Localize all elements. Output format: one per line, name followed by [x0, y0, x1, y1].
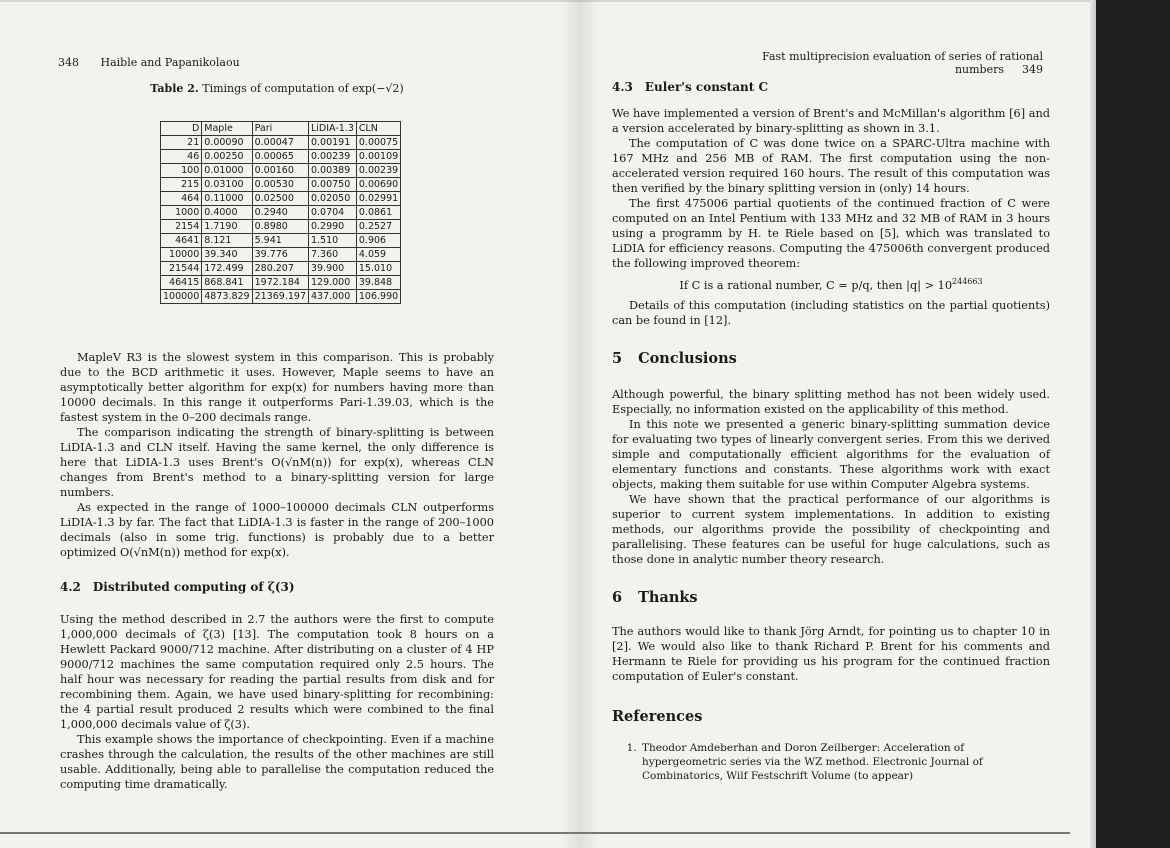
paragraph-performance: We have shown that the practical performance of our algorithms is superior to current system implementations. In addition to existing methods, our algorithms provide the possibility of checkpointing and parallelising. These features can be useful for huge calculations, such as those done in analytic number theory research.: [612, 492, 1050, 566]
table-cell-time: 0.0861: [356, 206, 400, 220]
table-cell-time: 106.990: [356, 290, 400, 304]
paragraph-comparison: The comparison indicating the strength of binary-splitting is between LiDIA-1.3 and CLN itself. Having the same kernel, the only difference is here that LiDIA-1.3 uses Brent's O(√nM(n)) for exp(x), whereas CLN changes from Brent's method to a binary-splitting version for large numbers.: [60, 426, 494, 499]
table-cell-digits: 215: [161, 178, 202, 192]
table-row: [161, 164, 401, 178]
left-page-number: 348: [58, 56, 79, 69]
table-cell-time: 0.2527: [356, 220, 400, 234]
table-cell-time: 437.000: [308, 290, 356, 304]
section-number: 5: [612, 349, 623, 367]
table-row: [161, 150, 401, 164]
table-cell-time: 4.059: [356, 248, 400, 262]
table-caption: [60, 82, 494, 95]
table-cell-time: 5.941: [252, 234, 308, 248]
table-cell-time: 0.2940: [252, 206, 308, 220]
table-cell-digits: 21544: [161, 262, 202, 276]
scan-background: [1096, 0, 1170, 848]
table-header-cell: D: [161, 122, 202, 136]
table-cell-digits: 10000: [161, 248, 202, 262]
table-row: [161, 206, 401, 220]
table-cell-digits: 1000: [161, 206, 202, 220]
left-running-title: Haible and Papanikolaou: [100, 56, 240, 69]
table-cell-time: 0.00239: [308, 150, 356, 164]
paragraph-powerful: Although powerful, the binary splitting method has not been widely used. Especially, no information existed on the applicability of this method.: [612, 387, 1050, 416]
table-cell-digits: 2154: [161, 220, 202, 234]
table-cell-digits: 100000: [161, 290, 202, 304]
theorem-statement: [612, 277, 1050, 292]
table-row: [161, 234, 401, 248]
table-cell-time: 0.0704: [308, 206, 356, 220]
table-cell-time: 21369.197: [252, 290, 308, 304]
table-cell-time: 0.00239: [356, 164, 400, 178]
table-body: [161, 136, 401, 304]
table-cell-digits: 21: [161, 136, 202, 150]
table-caption-label: Table 2.: [150, 82, 199, 95]
table-cell-time: 0.00160: [252, 164, 308, 178]
section-4-3-heading: [612, 80, 1050, 94]
paragraph-sparc: The computation of C was done twice on a SPARC-Ultra machine with 167 MHz and 256 MB of RAM. The first computation using the non-accelerated version required 160 hours. The result of this computation was then verified by the binary splitting version in (only) 14 hours.: [612, 137, 1050, 195]
table-row: [161, 178, 401, 192]
paragraph-details: Details of this computation (including statistics on the partial quotients) can be found in [12].: [612, 298, 1050, 327]
table-cell-time: 39.900: [308, 262, 356, 276]
table-cell-time: 0.2990: [308, 220, 356, 234]
table-cell-time: 0.00075: [356, 136, 400, 150]
table-cell-time: 4873.829: [202, 290, 252, 304]
table-row: [161, 192, 401, 206]
table-cell-time: 1.7190: [202, 220, 252, 234]
paragraph-zeta: Using the method described in 2.7 the authors were the first to compute 1,000,000 decimals of ζ(3) [13]. The computation took 8 hours on a Hewlett Packard 9000/712 machine. After distributing on a cluster of 4 HP 9000/712 machines the same computation required only 2.5 hours. The half hour was necessary for reading the partial results from disk and for recombining them. Again, we have used binary-splitting for recombining: the 4 partial result produced 2 results which were combined to the final 1,000,000 decimals value of ζ(3).: [60, 613, 494, 731]
section-title: Euler's constant C: [644, 80, 768, 94]
table-cell-digits: 464: [161, 192, 202, 206]
table-row: [161, 262, 401, 276]
table-cell-time: 0.02991: [356, 192, 400, 206]
paragraph-maple: MapleV R3 is the slowest system in this comparison. This is probably due to the BCD arithmetic it uses. However, Maple seems to have an asymptotically better algorithm for exp(x) for numbers having more than 10000 decimals. In this range it outperforms Pari-1.39.03, which is the fastest system in the 0–200 decimals range.: [60, 351, 494, 424]
table-cell-time: 0.00109: [356, 150, 400, 164]
right-page-number: 349: [1022, 63, 1043, 76]
table-cell-time: 0.4000: [202, 206, 252, 220]
paragraph-generic: In this note we presented a generic binary-splitting summation device for evaluating two types of linearly convergent series. From this we derived simple and computationally efficient algorithms for the evaluation of elementary functions and constants. These algorithms work with exact objects, making them suitable for use within Computer Algebra systems.: [612, 417, 1050, 491]
table-cell-time: 1972.184: [252, 276, 308, 290]
table-row: [161, 276, 401, 290]
theorem-exponent: 244663: [952, 277, 983, 286]
table-cell-time: 39.340: [202, 248, 252, 262]
table-cell-time: 0.03100: [202, 178, 252, 192]
table-caption-text: Timings of computation of exp(−√2): [202, 82, 404, 95]
table-cell-time: 0.02050: [308, 192, 356, 206]
right-page: [612, 80, 1050, 783]
table-cell-time: 7.360: [308, 248, 356, 262]
table-header-cell: Pari: [252, 122, 308, 136]
table-cell-time: 1.510: [308, 234, 356, 248]
table-cell-time: 0.00530: [252, 178, 308, 192]
section-title: Thanks: [638, 588, 698, 606]
table-cell-digits: 100: [161, 164, 202, 178]
table-cell-time: 0.00191: [308, 136, 356, 150]
table-cell-time: 0.8980: [252, 220, 308, 234]
references-list: [612, 741, 1050, 783]
table-cell-time: 0.00250: [202, 150, 252, 164]
table-cell-time: 0.01000: [202, 164, 252, 178]
table-cell-time: 39.776: [252, 248, 308, 262]
section-4-2-heading: [60, 580, 494, 594]
table-header-cell: Maple: [202, 122, 252, 136]
table-cell-time: 0.00389: [308, 164, 356, 178]
theorem-text: If C is a rational number, C = p/q, then |q| > 10: [679, 278, 953, 292]
table-cell-time: 0.00090: [202, 136, 252, 150]
right-running-title: Fast multiprecision evaluation of series of rational numbers: [762, 50, 1043, 76]
paragraph-checkpointing: This example shows the importance of checkpointing. Even if a machine crashes through the calculation, the results of the other machines are still usable. Additionally, being able to parallelise the computation reduced the computing time dramatically.: [60, 733, 494, 791]
section-title: Distributed computing of ζ(3): [92, 580, 295, 594]
table-cell-time: 39.848: [356, 276, 400, 290]
section-title: Conclusions: [638, 349, 737, 367]
left-page: [60, 82, 494, 792]
table-row: [161, 220, 401, 234]
paragraph-thanks: The authors would like to thank Jörg Arndt, for pointing us to chapter 10 in [2]. We would also like to thank Richard P. Brent for his comments and Hermann te Riele for providing us his program for the continued fraction computation of Euler's constant.: [612, 624, 1050, 683]
table-row: [161, 290, 401, 304]
paragraph-brent: We have implemented a version of Brent's and McMillan's algorithm [6] and a version accelerated by binary-splitting as shown in 3.1.: [612, 107, 1050, 135]
section-number: 4.3: [612, 80, 633, 94]
paragraph-range: As expected in the range of 1000–100000 decimals CLN outperforms LiDIA-1.3 by far. The fact that LiDIA-1.3 is faster in the range of 200–1000 decimals (also in some trig. functions) is probably due to a better optimized O(√nM(n)) method for exp(x).: [60, 501, 494, 559]
reference-item: 1. Theodor Amdeberhan and Doron Zeilberger: Acceleration of hypergeometric series via the WZ method. Electronic Journal of Combinatorics, Wilf Festschrift Volume (to appear): [640, 741, 1050, 783]
table-cell-time: 8.121: [202, 234, 252, 248]
section-number: 4.2: [60, 580, 81, 594]
table-cell-digits: 46: [161, 150, 202, 164]
paragraph-continued-fraction: The first 475006 partial quotients of the continued fraction of C were computed on an Intel Pentium with 133 MHz and 32 MB of RAM in 3 hours using a programm by H. te Riele based on [5], which was translated to LiDIA for efficiency reasons. Computing the 475006th convergent produced the following improved theorem:: [612, 197, 1050, 270]
table-header-cell: CLN: [356, 122, 400, 136]
table-cell-time: 172.499: [202, 262, 252, 276]
timings-table: [160, 121, 401, 304]
table-cell-time: 0.00065: [252, 150, 308, 164]
table-cell-time: 868.841: [202, 276, 252, 290]
top-edge: [0, 0, 1090, 2]
section-5-heading: [612, 350, 1050, 367]
table-cell-time: 0.02500: [252, 192, 308, 206]
right-running-head: [700, 50, 1043, 76]
bottom-edge: [0, 832, 1070, 834]
table-cell-digits: 4641: [161, 234, 202, 248]
table-cell-time: 280.207: [252, 262, 308, 276]
section-number: 6: [612, 588, 623, 606]
table-row: [161, 136, 401, 150]
table-cell-time: 0.11000: [202, 192, 252, 206]
book-gutter: [560, 0, 600, 848]
left-running-head: [58, 56, 240, 69]
section-6-heading: [612, 589, 1050, 606]
table-cell-time: 0.906: [356, 234, 400, 248]
table-cell-time: 0.00750: [308, 178, 356, 192]
table-cell-time: 0.00047: [252, 136, 308, 150]
table-header-row: [161, 122, 401, 136]
references-heading: References: [612, 707, 703, 725]
table-header-cell: LiDIA-1.3: [308, 122, 356, 136]
table-row: [161, 248, 401, 262]
table-cell-time: 129.000: [308, 276, 356, 290]
table-cell-digits: 46415: [161, 276, 202, 290]
table-cell-time: 0.00690: [356, 178, 400, 192]
table-cell-time: 15.010: [356, 262, 400, 276]
